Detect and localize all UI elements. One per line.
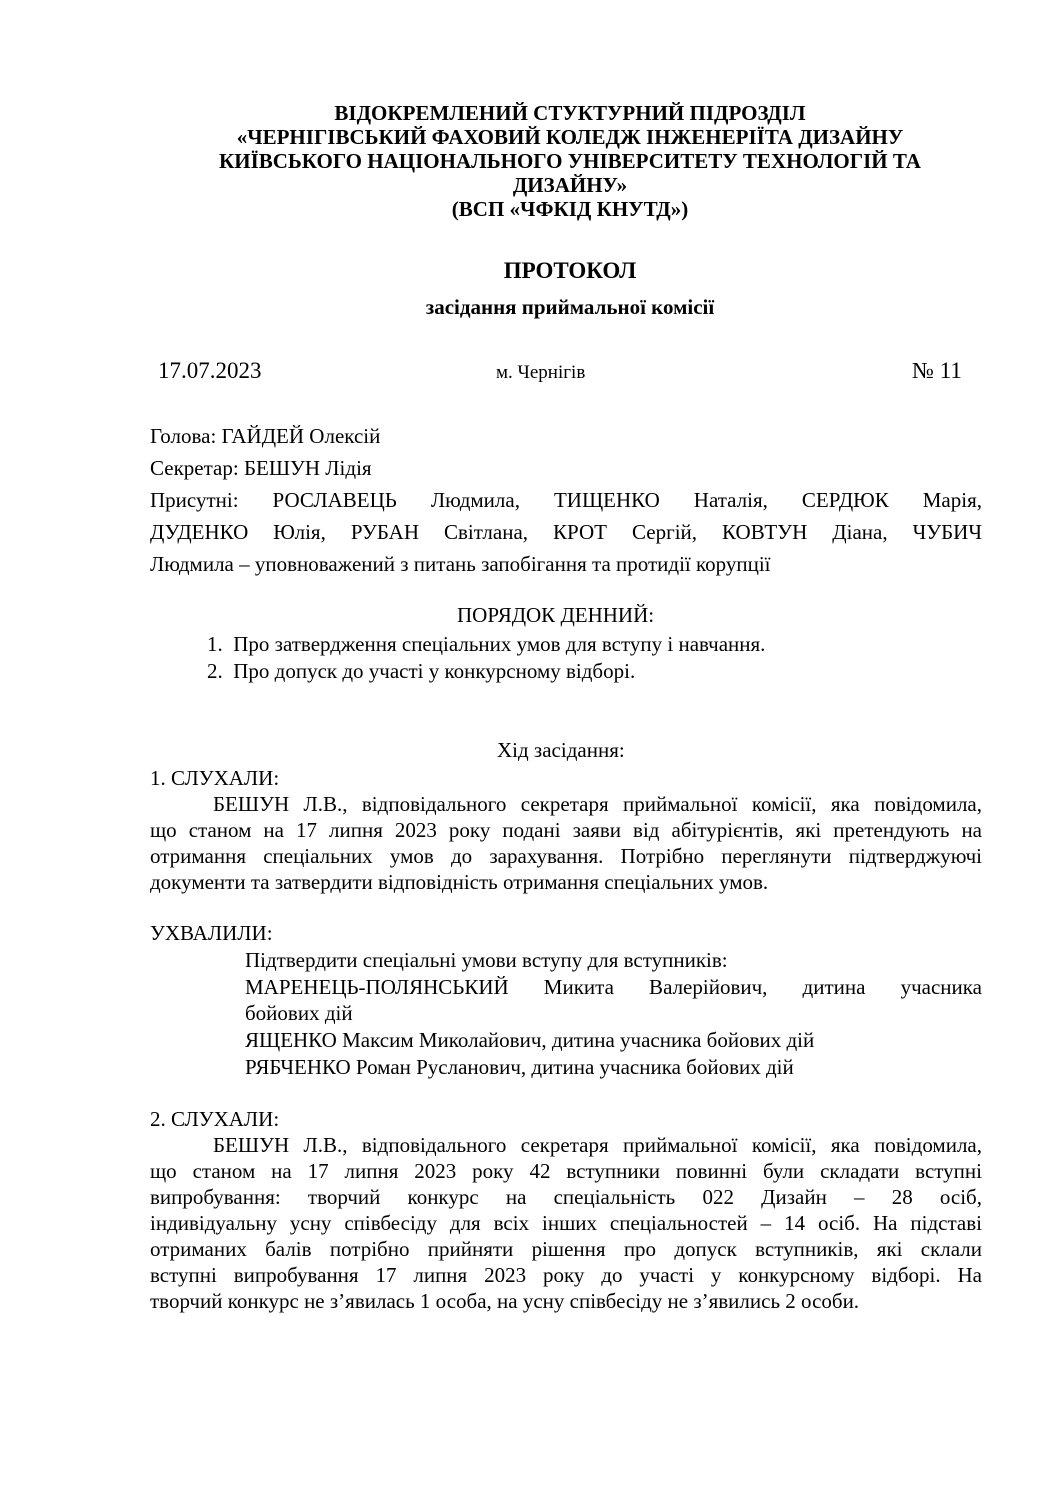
agenda-heading: ПОРЯДОК ДЕННИЙ: <box>457 603 655 627</box>
decided-entry: бойових дій <box>245 1001 353 1025</box>
protocol-city: м. Чернігів <box>496 362 586 383</box>
decided-entry: РЯБЧЕНКО Роман Русланович, дитина учасника бойових дій <box>245 1055 794 1079</box>
header-line: ДИЗАЙНУ» <box>512 173 628 197</box>
document-subtitle: засідання приймальної комісії <box>425 295 715 319</box>
section1-heard-line: отримання спеціальних умов до зарахування. Потрібно переглянути підтверджуючі <box>150 844 982 868</box>
present-line: Людмила – уповноважений з питань запобігання та протидії корупції <box>150 552 771 576</box>
secretary-line: Секретар: БЕШУН Лідія <box>150 456 372 480</box>
section2-heard-line: що станом на 17 липня 2023 року 42 вступники повинні були складати вступні <box>150 1159 982 1183</box>
section1-heard-line: БЕШУН Л.В., відповідального секретаря приймальної комісії, яка повідомила, <box>213 792 982 816</box>
section2-heard-line: творчий конкурс не з’явилась 1 особа, на усну співбесіду не з’явились 2 особи. <box>150 1289 860 1313</box>
header-line: (ВСП «ЧФКІД КНУТД») <box>451 197 689 221</box>
decided-entry: МАРЕНЕЦЬ-ПОЛЯНСЬКИЙ Микита Валерійович, дитина учасника <box>245 975 982 999</box>
section1-heard-line: документи та затвердити відповідність отримання спеціальних умов. <box>150 870 769 894</box>
section2-heard-line: отриманих балів потрібно прийняти рішення про допуск вступників, які склали <box>150 1237 982 1261</box>
present-line: ДУДЕНКО Юлія, РУБАН Світлана, КРОТ Сергій, КОВТУН Діана, ЧУБИЧ <box>150 520 982 544</box>
section2-heard-line: вступні випробування 17 липня 2023 року до участі у конкурсному відборі. На <box>150 1263 982 1287</box>
protocol-date: 17.07.2023 <box>158 358 262 383</box>
document-title: ПРОТОКОЛ <box>503 258 637 283</box>
header-line: «ЧЕРНІГІВСЬКИЙ ФАХОВИЙ КОЛЕДЖ ІНЖЕНЕРІЇТА ДИЗАЙНУ <box>236 125 904 149</box>
chair-line: Голова: ГАЙДЕЙ Олексій <box>150 424 381 448</box>
institution-header <box>140 101 1000 221</box>
section2-heard-line: БЕШУН Л.В., відповідального секретаря приймальної комісії, яка повідомила, <box>213 1133 982 1157</box>
header-line: ВІДОКРЕМЛЕНИЙ СТУКТУРНИЙ ПІДРОЗДІЛ <box>334 101 806 125</box>
agenda-item: 2. Про допуск до участі у конкурсному відборі. <box>207 659 636 683</box>
decided-entry: ЯЩЕНКО Максим Миколайович, дитина учасника бойових дій <box>245 1028 815 1052</box>
proceedings-heading: Хід засідання: <box>497 738 625 762</box>
present-line: Присутні: РОСЛАВЕЦЬ Людмила, ТИЩЕНКО Наталія, СЕРДЮК Марія, <box>150 488 982 512</box>
protocol-number: № 11 <box>912 358 962 383</box>
section2-heard-line: випробування: творчий конкурс на спеціальність 022 Дизайн – 28 осіб, <box>150 1185 982 1209</box>
section1-heard-label: 1. СЛУХАЛИ: <box>150 766 280 790</box>
section2-heard-line: індивідуальну усну співбесіду для всіх інших спеціальностей – 14 осіб. На підставі <box>150 1211 982 1235</box>
header-line: КИЇВСЬКОГО НАЦІОНАЛЬНОГО УНІВЕРСИТЕТУ ТЕХНОЛОГІЙ ТА <box>219 149 921 173</box>
section1-heard-line: що станом на 17 липня 2023 року подані заяви від абітурієнтів, які претендують на <box>150 818 982 842</box>
agenda-item: 1. Про затвердження спеціальних умов для вступу і навчання. <box>207 632 766 656</box>
section1-decided-label: УХВАЛИЛИ: <box>150 921 273 945</box>
section2-heard-label: 2. СЛУХАЛИ: <box>150 1107 280 1131</box>
section1-decided-intro: Підтвердити спеціальні умови вступу для вступників: <box>245 948 728 972</box>
